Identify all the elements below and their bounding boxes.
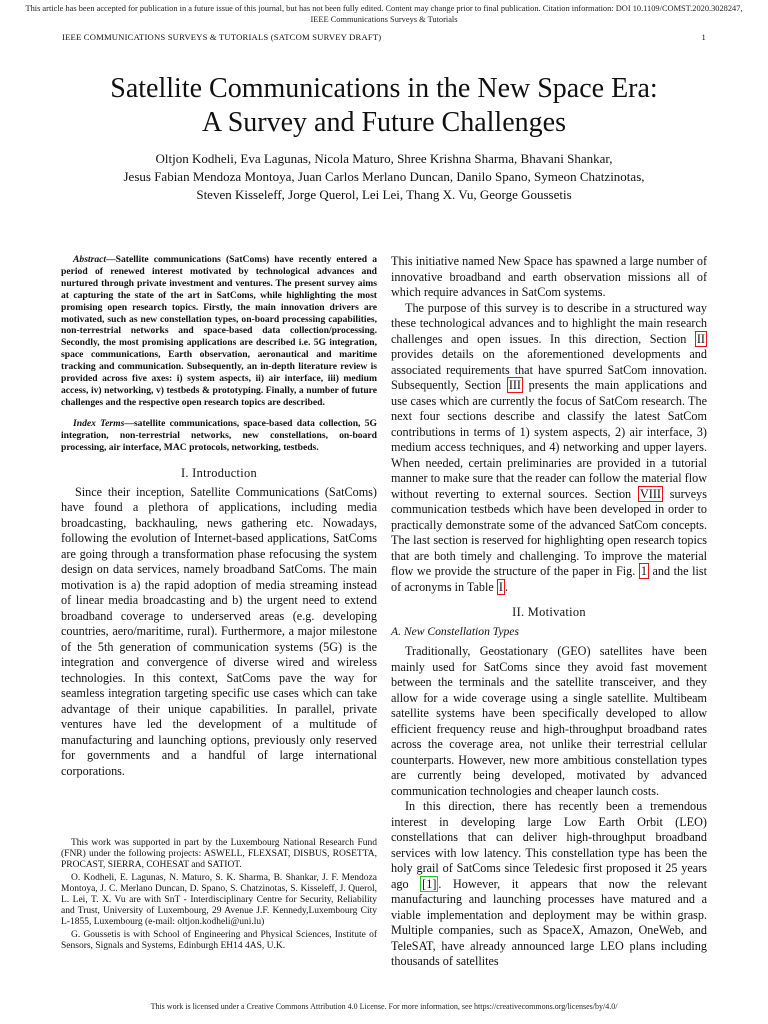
purpose-text-c: presents the main applications and use cases which are currently the focus of SatCom research. The next four sections describe and classify the latest SatCom contributions in terms of 1) system aspects, 2) air interface, 3) medium access techniques, and 4) networking and upper layers. When needed, certain preliminaries are provided in a tutorial manner to make sure that the reader can follow the material flow without reverting to external sources. Section: [391, 378, 707, 501]
figure-ref-link[interactable]: 1: [640, 564, 647, 578]
purpose-text-f: .: [504, 579, 508, 594]
section-ref-link[interactable]: VIII: [639, 486, 661, 501]
paper-title: [40, 72, 728, 140]
section-ref-link[interactable]: II: [696, 331, 705, 346]
left-column: [61, 254, 377, 779]
abstract-text: —Satellite communications (SatComs) have recently entered a period of renewed interest motivated by technological advances and nurtured through private investment and ventures. The present survey aims at capturing the state of the art in SatComs, while highlighting the most promising open research topics. Firstly, the main innovation drivers are motivated, such as new constellation types, on-board processing capabilities, non-terrestrial networks and space-based data collection/processing. Secondly, the most promising applications are described i.e. 5G integration, space communications, Earth observation, aeronautical and maritime tracking and communication. Subsequently, an in-depth literature review is provided across five axes: i) system aspects, ii) air interface, iii) medium access, iv) networking, v) testbeds & prototyping. Finally, a number of future challenges and the respective open research topics are described.: [61, 254, 377, 408]
license-footer: This work is licensed under a Creative Commons Attribution 4.0 License. For more information, see https://creativecommons.org/licenses/by/4.0/: [150, 1002, 618, 1011]
purpose-text-a: The purpose of this survey is to describe in a structured way these technological advances and to highlight the main research challenges and open issues. In this direction, Section: [391, 300, 707, 346]
table-ref-link[interactable]: I: [498, 579, 503, 594]
journal-name: IEEE COMMUNICATIONS SURVEYS & TUTORIALS (SATCOM SURVEY DRAFT): [62, 32, 382, 42]
authors-line-2: Jesus Fabian Mendoza Montoya, Juan Carlos Merlano Duncan, Danilo Spano, Symeon Chatzinotas,: [123, 169, 645, 184]
page-number: 1: [701, 32, 706, 42]
footnote-funding: This work was supported in part by the Luxembourg National Research Fund (FNR) under the following projects: ASWELL, FLEXSAT, DISBUS, ROSETTA, PROCAST, SIERRA, COHESAT and SATIOT.: [61, 838, 377, 871]
citation-link[interactable]: [1]: [422, 876, 437, 891]
section-ref-link[interactable]: III: [508, 378, 521, 392]
abstract-lead: Abstract: [73, 254, 107, 265]
title-line-1: Satellite Communications in the New Space Era:: [110, 73, 658, 104]
leo-text-a: In this direction, there has recently been a tremendous interest in developing large Low Earth Orbit (LEO) constellations that can deliver high-throughput broadband services with low latency. This constellation type has been the holy grail of SatComs since Teledesic first proposed it 25 years ago: [391, 799, 707, 891]
constellation-types-heading: A. New Constellation Types: [391, 625, 519, 638]
index-terms-text: —satellite communications, space-based data collection, 5G integration, non-terrestrial networks, new constellations, on-board processing, air interface, MAC protocols, networking, testbeds.: [61, 417, 377, 453]
right-column: [391, 254, 707, 970]
index-terms: [61, 418, 377, 454]
survey-purpose-paragraph: [391, 301, 707, 596]
footnote-affiliation-edinburgh: G. Goussetis is with School of Engineering and Physical Sciences, Institute of Sensors, Signals and Systems, Edinburgh EH14 4AS, U.K.: [61, 929, 377, 951]
title-line-2: A Survey and Future Challenges: [202, 107, 566, 138]
running-head: [62, 32, 706, 42]
geo-paragraph: Traditionally, Geostationary (GEO) satellites have been mainly used for SatComs since they avoid fast movement between the terminals and the satellite transceiver, and they allow for a wide coverage using a single satellite. Multibeam satellite systems have been specifically developed to allow efficient frequency reuse and high-throughput broadband rates across the coverage area, not unlike their terrestrial cellular counterparts. However, new more ambitious constellation types are currently being developed, motivated by advanced communication technologies and cheaper launch costs.: [391, 644, 707, 798]
introduction-heading: I. Introduction: [180, 465, 258, 480]
authors-line-1: Oltjon Kodheli, Eva Lagunas, Nicola Maturo, Shree Krishna Sharma, Bhavani Shankar,: [155, 151, 613, 166]
author-list: [40, 150, 728, 204]
purpose-text-d: surveys communication testbeds which have been developed in order to practically demonstrate some of the advanced SatCom concepts. The last section is reserved for highlighting open research topics that are both timely and challenging. To improve the material flow we provide the structure of the paper in Fig.: [391, 486, 707, 578]
motivation-heading: II. Motivation: [512, 605, 586, 619]
leo-paragraph: [391, 799, 707, 970]
leo-text-b: . However, it appears that now the relevant manufacturing and launching processes have matured and a viable implementation and deployment may be within grasp. Multiple companies, such as SpaceX, Amazon, OneWeb, and TeleSAT, have already announced large LEO plans including thousands of satellites: [391, 876, 707, 968]
purpose-text-e: and the list of acronyms in Table: [391, 564, 707, 594]
authors-line-3: Steven Kisseleff, Jorge Querol, Lei Lei, Thang X. Vu, George Goussetis: [196, 187, 572, 202]
publication-notice: This article has been accepted for publication in a future issue of this journal, but has not been fully edited. Content may change prior to final publication. Citation information: DOI 10.1109/COMST.2020.3028247, IEEE Communications Surveys & Tutorials: [25, 4, 743, 24]
new-space-paragraph: This initiative named New Space has spawned a large number of innovative broadband and earth observation missions all of which require advances in SatCom systems.: [391, 254, 707, 299]
footnote-affiliation-snt: O. Kodheli, E. Lagunas, N. Maturo, S. K. Sharma, B. Shankar, J. F. Mendoza Montoya, J. C. Merlano Duncan, D. Spano, S. Chatzinotas, S. Kisseleff, J. Querol, L. Lei, T. X. Vu are with SnT - Interdisciplinary Centre for Security, Reliability and Trust, University of Luxembourg, 29 Avenue J.F. Kennedy,Luxembourg City L-1855, Luxembourg (e-mail: oltjon.kodheli@uni.lu): [61, 872, 377, 928]
footnotes: [61, 838, 377, 953]
index-terms-lead: Index Terms: [73, 417, 125, 429]
purpose-text-b: provides details on the aforementioned developments and associated requirements that have spurred SatCom innovation. Subsequently, Section: [391, 347, 707, 392]
abstract: [61, 254, 377, 409]
introduction-paragraph: Since their inception, Satellite Communications (SatComs) have found a plethora of applications, including media broadcasting, backhauling, news gathering etc. Nowadays, following the evolution of Internet-based applications, SatComs are going through a transformation phase refocusing the system design on data services, namely broadband SatComs. The main motivation is a) the rapid adoption of media streaming instead of linear media broadcasting and b) the urgent need to extend broadband coverage to underserved areas (e.g. developing countries, aero/maritime, rural). Furthermore, a major milestone of the 5th generation of communication systems (5G) is the integration and convergence of diverse wired and wireless technologies. In this context, SatComs pave the way for seamless integration targeting specific use cases which can take advantage of their unique capabilities. In parallel, private ventures have led the development of a multitude of manufacturing and launching options, previously only reserved for governments and a handful of large international corporations.: [61, 484, 377, 778]
